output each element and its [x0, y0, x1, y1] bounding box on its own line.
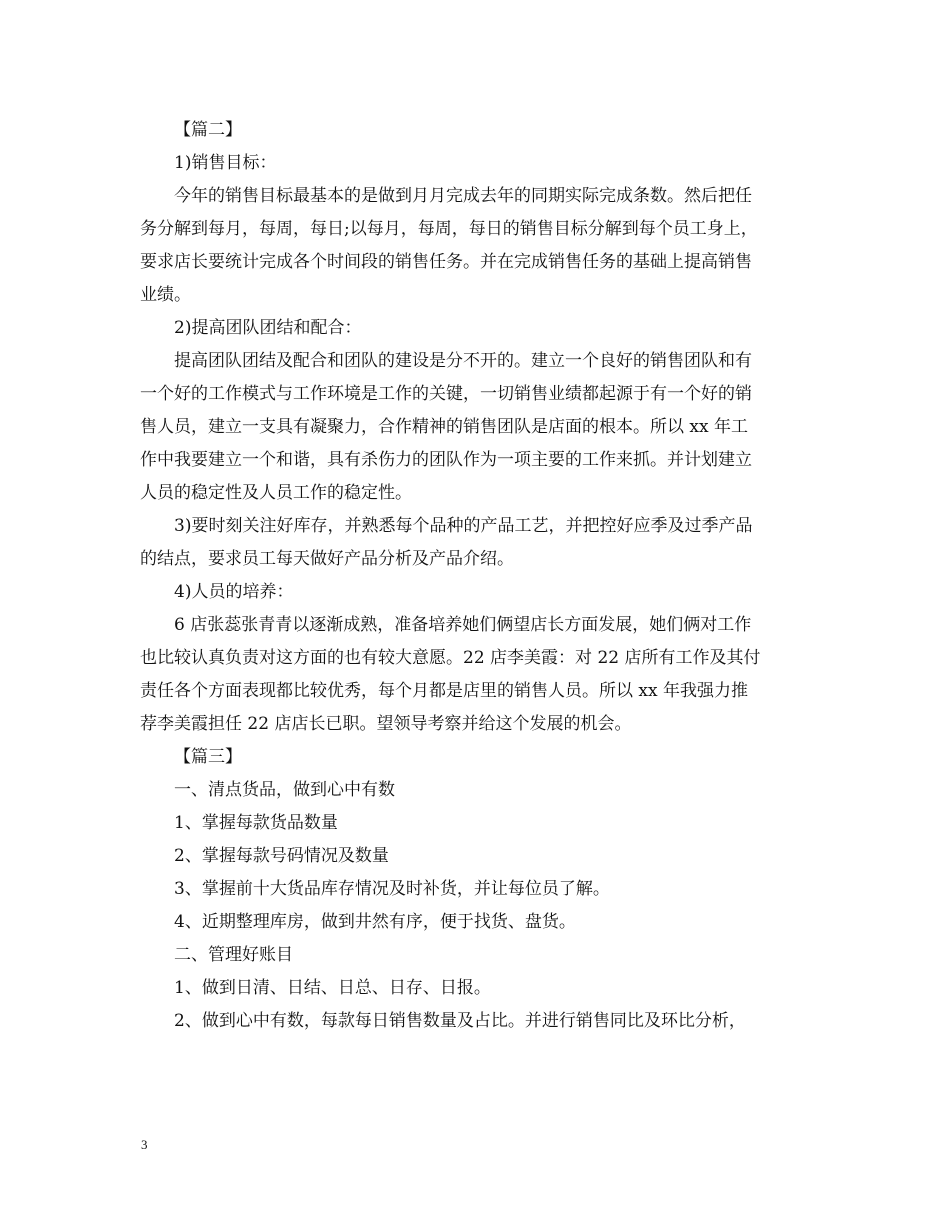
text-line: 4、近期整理库房，做到井然有序，便于找货、盘货。 [174, 912, 576, 932]
text-line: 售人员，建立一支具有凝聚力，合作精神的销售团队是店面的根本。所以 xx 年工 [140, 417, 748, 437]
document-body [140, 114, 815, 1038]
text-line: 提高团队团结及配合和团队的建设是分不开的。建立一个良好的销售团队和有 [174, 351, 752, 371]
page-number: 3 [141, 1137, 148, 1152]
text-line: 2、做到心中有数，每款每日销售数量及占比。并进行销售同比及环比分析， [174, 1011, 746, 1031]
text-line: 业绩。 [140, 285, 191, 305]
text-line: 责任各个方面表现都比较优秀，每个月都是店里的销售人员。所以 xx 年我强力推 [140, 681, 748, 701]
text-line: 1、做到日清、日结、日总、日存、日报。 [174, 978, 491, 998]
text-line: 2、掌握每款号码情况及数量 [174, 846, 389, 866]
text-line: 一、清点货品，做到心中有数 [174, 780, 395, 800]
text-line: 3、掌握前十大货品库存情况及时补货，并让每位员了解。 [174, 879, 610, 899]
text-line: 务分解到每月，每周，每日;以每月，每周，每日的销售目标分解到每个员工身上， [140, 219, 758, 239]
text-line: 1、掌握每款货品数量 [174, 813, 338, 833]
text-line: 荐李美霞担任 22 店店长已职。望领导考察并给这个发展的机会。 [140, 714, 632, 734]
text-line: 一个好的工作模式与工作环境是工作的关键，一切销售业绩都起源于有一个好的销 [140, 384, 752, 404]
text-line: 4)人员的培养： [174, 582, 294, 602]
text-line: 1)销售目标： [174, 153, 277, 173]
section-heading: 【篇二】 [174, 120, 242, 140]
text-line: 6 店张蕊张青青以逐渐成熟，准备培养她们俩望店长方面发展，她们俩对工作 [174, 615, 752, 635]
text-line: 3)要时刻关注好库存，并熟悉每个品种的产品工艺，并把控好应季及过季产品 [174, 516, 753, 536]
text-line: 要求店长要统计完成各个时间段的销售任务。并在完成销售任务的基础上提高销售 [140, 252, 752, 272]
text-line: 的结点，要求员工每天做好产品分析及产品介绍。 [140, 549, 514, 569]
text-line: 作中我要建立一个和谐，具有杀伤力的团队作为一项主要的工作来抓。并计划建立 [140, 450, 752, 470]
text-line: 人员的稳定性及人员工作的稳定性。 [140, 483, 412, 503]
text-line: 也比较认真负责对这方面的也有较大意愿。22 店李美霞：对 22 店所有工作及其付 [140, 648, 761, 668]
text-line: 今年的销售目标最基本的是做到月月完成去年的同期实际完成条数。然后把任 [174, 186, 752, 206]
section-heading: 【篇三】 [174, 747, 242, 767]
text-line: 2)提高团队团结和配合： [174, 318, 362, 338]
text-line: 二、管理好账目 [174, 945, 293, 965]
